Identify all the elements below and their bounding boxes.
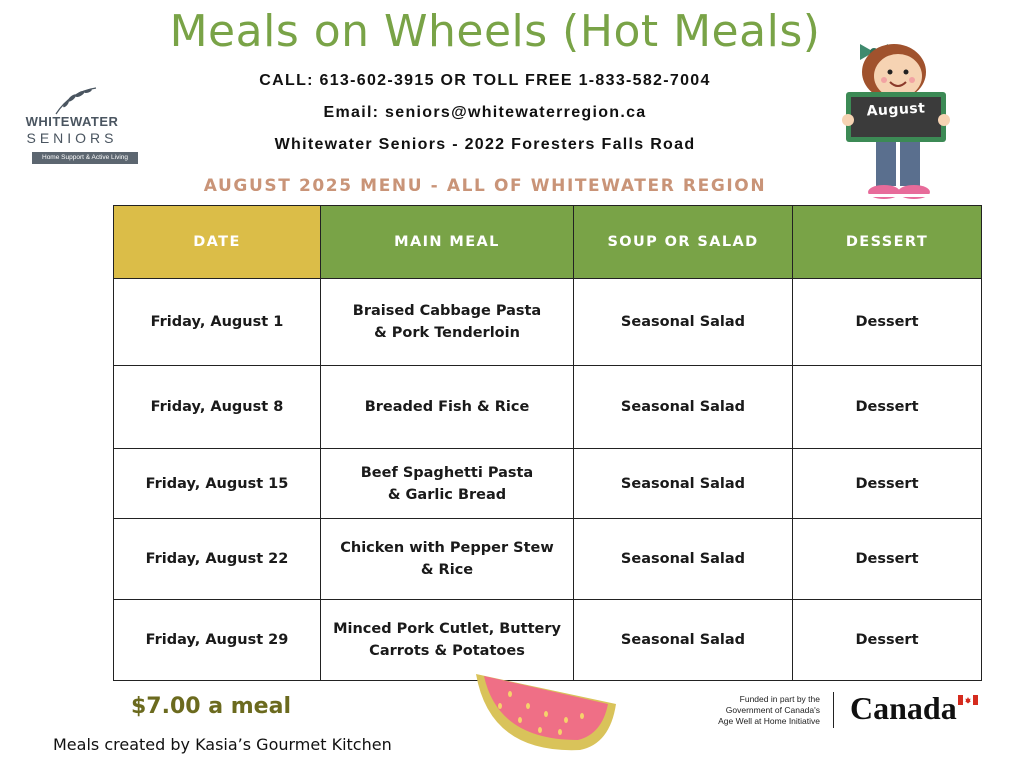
email-line: Email: seniors@whitewaterregion.ca [323, 104, 647, 121]
leaf-branch-icon [50, 86, 102, 116]
logo-name-bottom: SENIORS [26, 130, 118, 146]
dessert-cell: Dessert [793, 519, 982, 600]
chalkboard-text: August [866, 100, 926, 120]
funded-line: Funded in part by the [739, 694, 820, 704]
soup-salad-cell: Seasonal Salad [574, 279, 793, 366]
table-row [114, 519, 982, 600]
main-meal-line: & Pork Tenderloin [374, 325, 520, 341]
menu-heading: AUGUST 2025 MENU - ALL OF WHITEWATER REGION [203, 176, 767, 196]
soup-salad-cell: Seasonal Salad [574, 366, 793, 449]
table-row [114, 279, 982, 366]
date-cell: Friday, August 15 [114, 449, 321, 519]
soup-salad-cell: Seasonal Salad [574, 519, 793, 600]
header-date: DATE [114, 206, 321, 279]
date-cell: Friday, August 29 [114, 600, 321, 681]
funded-line: Government of Canada's [725, 705, 820, 715]
canada-flag-icon [958, 695, 978, 705]
girl-chalkboard-illustration [840, 22, 952, 208]
page-title: Meals on Wheels (Hot Meals) [169, 6, 821, 57]
logo-name-top: WHITEWATER [25, 114, 119, 129]
table-row [114, 366, 982, 449]
phone-line: CALL: 613-602-3915 OR TOLL FREE 1-833-582-7004 [259, 72, 711, 89]
main-meal-cell [321, 519, 574, 600]
dessert-cell: Dessert [793, 279, 982, 366]
watermelon-icon [470, 654, 620, 758]
price-per-meal: $7.00 a meal [131, 694, 291, 719]
whitewater-seniors-logo [14, 86, 130, 168]
header-soup-or-salad: SOUP OR SALAD [574, 206, 793, 279]
funding-divider [833, 692, 834, 728]
header-dessert: DESSERT [793, 206, 982, 279]
main-meal-line: Chicken with Pepper Stew [340, 540, 554, 556]
table-row [114, 449, 982, 519]
address-line: Whitewater Seniors - 2022 Foresters Falls Road [274, 136, 696, 153]
header-main-meal: MAIN MEAL [321, 206, 574, 279]
main-meal-line: Beef Spaghetti Pasta [360, 464, 534, 481]
menu-table [113, 205, 982, 681]
main-meal-cell [321, 449, 574, 519]
table-header-row [114, 206, 982, 279]
soup-salad-cell: Seasonal Salad [574, 600, 793, 681]
funded-line: Age Well at Home Initiative [718, 716, 820, 726]
logo-tagline: Home Support & Active Living [32, 152, 138, 164]
funding-statement [690, 694, 820, 727]
date-cell: Friday, August 8 [114, 366, 321, 449]
main-meal-line: Braised Cabbage Pasta [352, 303, 542, 319]
main-meal-line: & Garlic Bread [387, 486, 507, 503]
main-meal-cell [321, 366, 574, 449]
main-meal-cell [321, 279, 574, 366]
main-meal-line: Minced Pork Cutlet, Buttery [333, 621, 561, 637]
dessert-cell: Dessert [793, 366, 982, 449]
dessert-cell: Dessert [793, 600, 982, 681]
kitchen-credit: Meals created by Kasia’s Gourmet Kitchen [53, 735, 392, 754]
dessert-cell: Dessert [793, 449, 982, 519]
date-cell: Friday, August 22 [114, 519, 321, 600]
soup-salad-cell: Seasonal Salad [574, 449, 793, 519]
date-cell: Friday, August 1 [114, 279, 321, 366]
main-meal-line: Breaded Fish & Rice [364, 399, 530, 415]
main-meal-line: Carrots & Potatoes [369, 643, 525, 659]
canada-wordmark: Canada [850, 690, 957, 726]
main-meal-line: & Rice [420, 562, 474, 578]
